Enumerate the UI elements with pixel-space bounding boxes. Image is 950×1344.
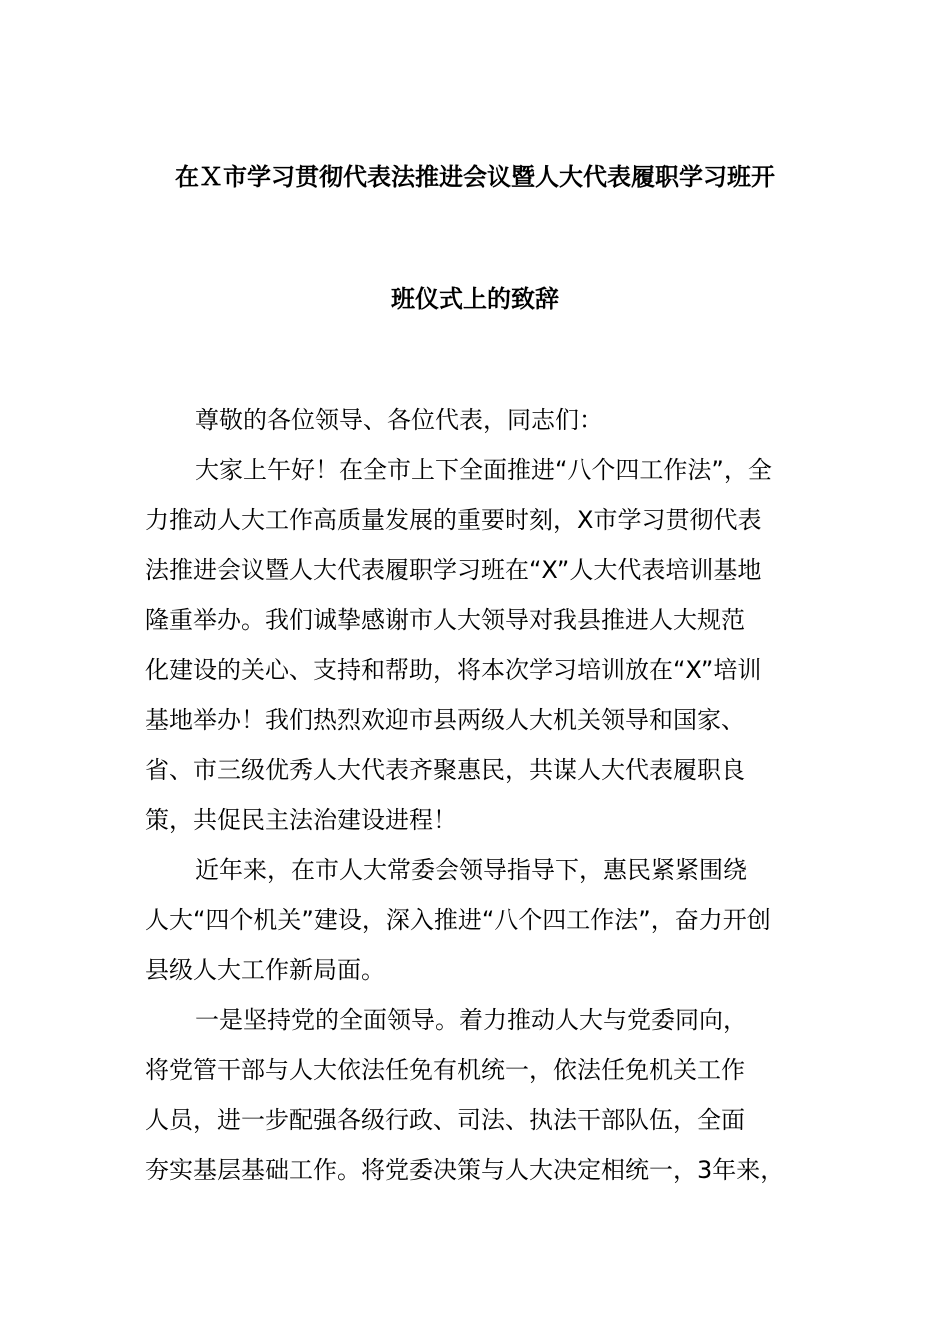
paragraph-2-line: 近年来，在市人大常委会领导指导下，惠民紧紧围绕 [195, 856, 747, 884]
paragraph-3-line: 将党管干部与人大依法任免有机统一，依法任免机关工作 [145, 1056, 745, 1084]
paragraph-1-line: 基地举办！我们热烈欢迎市县两级人大机关领导和国家、 [145, 706, 745, 734]
paragraph-1-line: 力推动人大工作高质量发展的重要时刻，X市学习贯彻代表 [145, 506, 762, 534]
salutation-line: 尊敬的各位领导、各位代表，同志们： [195, 406, 603, 434]
paragraph-1-line: 大家上午好！在全市上下全面推进“八个四工作法”，全 [195, 456, 772, 484]
document-title-line-2: 班仪式上的致辞 [391, 285, 559, 313]
paragraph-3-line: 人员，进一步配强各级行政、司法、执法干部队伍，全面 [145, 1106, 745, 1134]
paragraph-1-line: 策，共促民主法治建设进程！ [145, 806, 457, 834]
document-body [145, 402, 825, 1202]
paragraph-2-line: 人大“四个机关”建设，深入推进“八个四工作法”，奋力开创 [145, 906, 771, 934]
paragraph-1-line: 省、市三级优秀人大代表齐聚惠民，共谋人大代表履职良 [145, 756, 745, 784]
paragraph-3-line: 夯实基层基础工作。将党委决策与人大决定相统一，3年来， [145, 1156, 785, 1184]
document-title-line-1: 在Ｘ市学习贯彻代表法推进会议暨人大代表履职学习班开 [175, 163, 775, 191]
paragraph-1-line: 化建设的关心、支持和帮助，将本次学习培训放在“X”培训 [145, 656, 762, 684]
paragraph-1-line: 法推进会议暨人大代表履职学习班在“X”人大代表培训基地 [145, 556, 762, 584]
paragraph-2-line: 县级人大工作新局面。 [145, 956, 385, 984]
paragraph-3-line: 一是坚持党的全面领导。着力推动人大与党委同向， [195, 1006, 747, 1034]
paragraph-1-line: 隆重举办。我们诚挚感谢市人大领导对我县推进人大规范 [145, 606, 745, 634]
